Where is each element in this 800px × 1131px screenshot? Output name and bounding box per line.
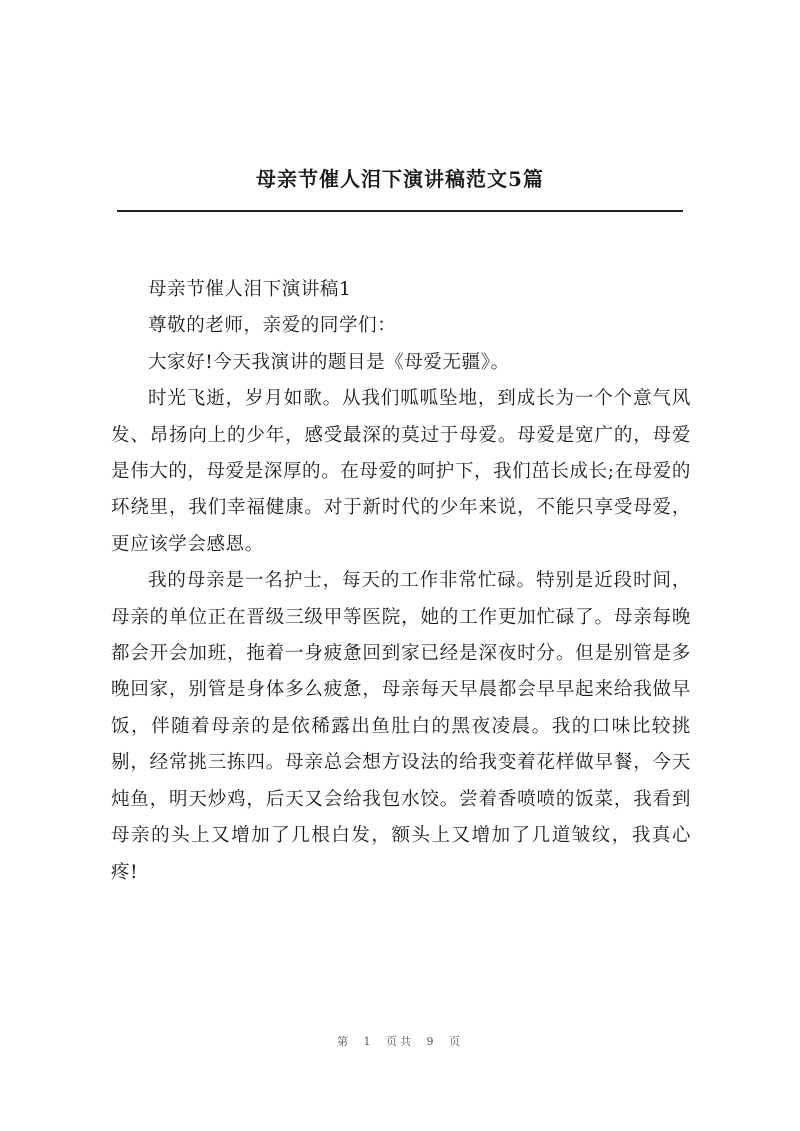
paragraph-greeting: 大家好!今天我演讲的题目是《母爱无疆》。 — [148, 351, 510, 373]
paragraph-salutation: 尊敬的老师，亲爱的同学们： — [148, 315, 397, 337]
paragraph-heading: 母亲节催人泪下演讲稿1 — [148, 279, 352, 300]
footer-page-number: 1 — [363, 1035, 374, 1048]
footer-prefix: 第 — [337, 1035, 351, 1048]
footer-suffix: 页 — [449, 1035, 463, 1048]
footer-middle: 页共 — [386, 1035, 414, 1048]
title-underline — [117, 210, 683, 212]
paragraph-body: 我的母亲是一名护士，每天的工作非常忙碌。特别是近段时间，母亲的单位正在晋级三级甲等医院，她的工作更加忙碌了。母亲每晚都会开会加班，拖着一身疲惫回到家已经是深夜时分。但是别管是多晚回家，别管是身体多么疲惫，母亲每天早晨都会早早起来给我做早饭，伴随着母亲的是依稀露出鱼肚白的黑夜凌晨。我的口味比较挑剔，经常挑三拣四。母亲总会想方设法的给我变着花样做早餐，今天炖鱼，明天炒鸡，后天又会给我包水饺。尝着香喷喷的饭菜，我看到母亲的头上又增加了几根白发，额头上又增加了几道皱纹，我真心疼! — [111, 570, 691, 883]
document-body — [111, 272, 691, 891]
page-footer — [0, 1033, 800, 1049]
paragraph-body: 时光飞逝，岁月如歌。从我们呱呱坠地，到成长为一个个意气风发、昂扬向上的少年，感受最深的莫过于母爱。母爱是宽广的，母爱是伟大的，母爱是深厚的。在母爱的呵护下，我们茁长成长;在母爱的环绕里，我们幸福健康。对于新时代的少年来说，不能只享受母爱，更应该学会感恩。 — [111, 388, 691, 555]
footer-total-pages: 9 — [426, 1035, 437, 1048]
document-title: 母亲节催人泪下演讲稿范文5篇 — [256, 167, 544, 191]
